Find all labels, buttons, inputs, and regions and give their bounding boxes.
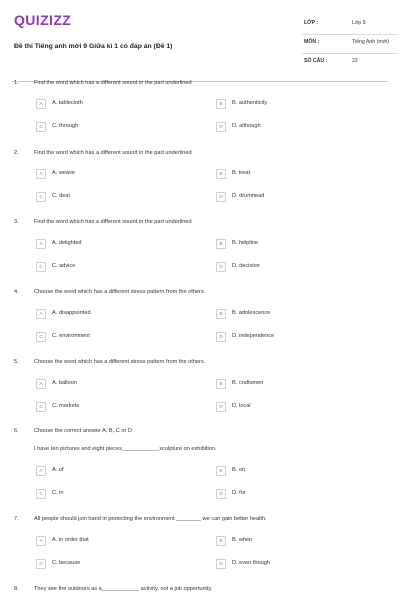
option-letter-box: D <box>216 262 226 272</box>
option-letter-box: C <box>36 489 46 499</box>
meta-value: Lớp 9 <box>352 20 366 26</box>
option-letter-box: C <box>36 192 46 202</box>
option-letter-box: A <box>36 379 46 389</box>
question-sentence: I have ten pictures and eight pieces____________sculpture on exhibition. <box>34 446 217 452</box>
option-letter-box: D <box>216 559 226 569</box>
option-letter-box: D <box>216 489 226 499</box>
option-letter-box: A <box>36 169 46 179</box>
option-text: C. environment <box>52 333 90 339</box>
option-text: D. for <box>232 490 246 496</box>
option-letter-box: D <box>216 332 226 342</box>
meta-value: 22 <box>352 58 358 64</box>
question-number: 6. <box>14 428 19 434</box>
meta-row-class <box>302 16 398 35</box>
option-text: D. local <box>232 403 251 409</box>
option-letter-box: C <box>36 262 46 272</box>
option-text: D. drumhead <box>232 193 265 199</box>
question-number: 5. <box>14 359 19 365</box>
question-number: 2. <box>14 150 19 156</box>
question-text: Find the word which has a different sound in the part underlined <box>34 80 192 86</box>
question-text: Choose the correct answer A, B, C or D <box>34 428 132 434</box>
question-text: Choose the word which has a different stress pattern from the others. <box>34 359 206 365</box>
meta-label: SỐ CÂU : <box>304 58 328 64</box>
option-letter-box: D <box>216 122 226 132</box>
option-letter-box: A <box>36 309 46 319</box>
option-text: A. disappointed <box>52 310 91 316</box>
option-letter-box: B <box>216 379 226 389</box>
option-text: B. adolescence <box>232 310 271 316</box>
option-letter-box: A <box>36 466 46 476</box>
option-text: C. through <box>52 123 79 129</box>
meta-row-subject <box>302 35 398 54</box>
option-text: A. of <box>52 467 64 473</box>
question-text: Choose the word which has a different stress pattern from the others. <box>34 289 206 295</box>
option-letter-box: A <box>36 239 46 249</box>
option-text: A. delighted <box>52 240 82 246</box>
option-letter-box: A <box>36 99 46 109</box>
option-text: B. authenticity <box>232 100 268 106</box>
question-text: They see the outdoors as a____________ activity, not a job opportunity. <box>34 586 213 592</box>
option-text: C. deal <box>52 193 70 199</box>
option-letter-box: C <box>36 332 46 342</box>
option-letter-box: C <box>36 559 46 569</box>
quizizz-logo: QUIZIZZ <box>14 12 72 28</box>
option-text: B. on <box>232 467 246 473</box>
option-text: C. advice <box>52 263 76 269</box>
option-letter-box: B <box>216 99 226 109</box>
option-text: D. decision <box>232 263 260 269</box>
option-letter-box: B <box>216 309 226 319</box>
option-text: D. independence <box>232 333 275 339</box>
option-text: B. treat <box>232 170 251 176</box>
option-letter-box: C <box>36 122 46 132</box>
option-text: A. tablecloth <box>52 100 83 106</box>
option-text: B. when <box>232 537 253 543</box>
meta-row-count <box>302 54 398 72</box>
option-letter-box: B <box>216 239 226 249</box>
option-text: A. in order that <box>52 537 89 543</box>
option-text: D. even though <box>232 560 270 566</box>
question-number: 3. <box>14 219 19 225</box>
option-letter-box: D <box>216 192 226 202</box>
worksheet-header <box>12 10 388 72</box>
question-text: All people should join hand in protecting the environment ________ we can gain better health. <box>34 516 267 522</box>
worksheet-meta <box>302 16 398 72</box>
option-text: C. because <box>52 560 81 566</box>
option-letter-box: B <box>216 169 226 179</box>
question-text: Find the word which has a different sound in the part underlined <box>34 219 192 225</box>
meta-label: MÔN : <box>304 39 320 45</box>
option-text: A. weave <box>52 170 76 176</box>
worksheet-title: Đề thi Tiếng anh mới 9 Giữa kì 1 có đáp án (Đề 1) <box>14 43 173 50</box>
question-number: 1. <box>14 80 19 86</box>
option-letter-box: B <box>216 466 226 476</box>
option-text: B. helpline <box>232 240 259 246</box>
option-letter-box: D <box>216 402 226 412</box>
option-letter-box: C <box>36 402 46 412</box>
option-letter-box: A <box>36 536 46 546</box>
question-number: 4. <box>14 289 19 295</box>
option-text: D. although <box>232 123 261 129</box>
question-number: 7. <box>14 516 19 522</box>
option-text: A. balloon <box>52 380 77 386</box>
option-text: B. craftsmen <box>232 380 264 386</box>
question-number: 8. <box>14 586 19 592</box>
option-letter-box: B <box>216 536 226 546</box>
option-text: C. markets <box>52 403 80 409</box>
meta-label: LỚP : <box>304 20 319 26</box>
option-text: C. in <box>52 490 64 496</box>
meta-value: Tiếng Anh (mới) <box>352 39 389 45</box>
question-text: Find the word which has a different sound in the part underlined <box>34 150 192 156</box>
